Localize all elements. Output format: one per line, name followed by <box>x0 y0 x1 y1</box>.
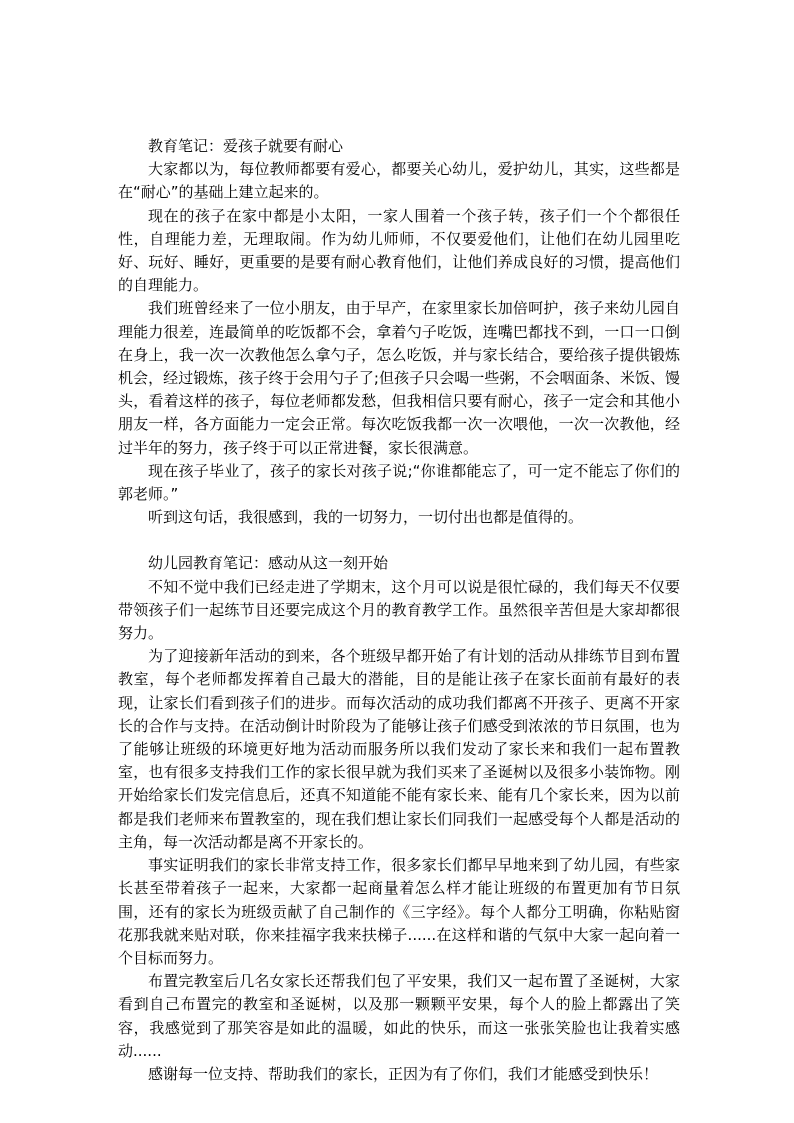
section-1-paragraph-5: 听到这句话，我很感到，我的一切努力，一切付出也都是值得的。 <box>148 508 584 527</box>
section-2-paragraph-3: 事实证明我们的家长非常支持工作，很多家长们都早早地来到了幼儿园，有些家长甚至带着孩子一起来，大家都一起商量着怎么样才能让班级的布置更加有节日氛围，还有的家长为班级贡献了自己制作的《三字经》。每个人都分工明确，你粘贴窗花那我就来贴对联，你来挂福字我来扶梯子......在这样和谐的气氛中大家一起向着一个目标而努力。 <box>118 856 680 967</box>
section-1-paragraph-1: 大家都以为，每位教师都要有爱心，都要关心幼儿，爱护幼儿，其实，这些都是在“耐心”的基础上建立起来的。 <box>118 160 680 202</box>
section-1-paragraph-3: 我们班曾经来了一位小朋友，由于早产，在家里家长加倍呵护，孩子来幼儿园自理能力很差，连最简单的吃饭都不会，拿着勺子吃饭，连嘴巴都找不到，一口一口倒在身上，我一次一次教他怎么拿勺子，怎么吃饭，并与家长结合，要给孩子提供锻炼机会，经过锻炼，孩子终于会用勺子了;但孩子只会喝一些粥，不会咽面条、米饭、馒头，看着这样的孩子，每位老师都发愁，但我相信只要有耐心，孩子一定会和其他小朋友一样，各方面能力一定会正常。每次吃饭我都一次一次喂他，一次一次教他，经过半年的努力，孩子终于可以正常进餐，家长很满意。 <box>118 299 680 457</box>
section-1-title: 教育笔记：爱孩子就要有耐心 <box>148 137 344 155</box>
section-2-paragraph-1: 不知不觉中我们已经走进了学期末，这个月可以说是很忙碌的，我们每天不仅要带领孩子们一起练节目还要完成这个月的教育教学工作。虽然很辛苦但是大家却都很努力。 <box>118 577 680 643</box>
section-2-paragraph-4: 布置完教室后几名女家长还帮我们包了平安果，我们又一起布置了圣诞树，大家看到自己布置完的教室和圣诞树，以及那一颗颗平安果，每个人的脸上都露出了笑容，我感觉到了那笑容是如此的温暖，如此的快乐，而这一张张笑脸也让我着实感动...... <box>118 972 680 1060</box>
section-2-paragraph-5: 感谢每一位支持、帮助我们的家长，正因为有了你们，我们才能感受到快乐！ <box>148 1064 659 1083</box>
section-spacer <box>118 529 680 552</box>
section-1-paragraph-4: 现在孩子毕业了，孩子的家长对孩子说;“你谁都能忘了，可一定不能忘了你们的郭老师。” <box>118 461 680 504</box>
document-page <box>118 135 680 1086</box>
section-1-paragraph-2: 现在的孩子在家中都是小太阳，一家人围着一个孩子转，孩子们一个个都很任性，自理能力差，无理取闹。作为幼儿师师，不仅要爱他们，让他们在幼儿园里吃好、玩好、睡好，更重要的是要有耐心教育他们，让他们养成良好的习惯，提高他们的自理能力。 <box>118 206 680 295</box>
section-2-title: 幼儿园教育笔记：感动从这一刻开始 <box>148 554 389 573</box>
section-2-paragraph-2: 为了迎接新年活动的到来，各个班级早都开始了有计划的活动从排练节目到布置教室，每个老师都发挥着自己最大的潜能，目的是能让孩子在家长面前有最好的表现，让家长们看到孩子们的进步。而每次活动的成功我们都离不开孩子、更离不开家长的合作与支持。在活动倒计时阶段为了能够让孩子们感受到浓浓的节日氛围，也为了能够让班级的环境更好地为活动而服务所以我们发动了家长来和我们一起布置教室，也有很多支持我们工作的家长很早就为我们买来了圣诞树以及很多小装饰物。刚开始给家长们发完信息后，还真不知道能不能有家长来、能有几个家长来，因为以前都是我们老师来布置教室的，现在我们想让家长们同我们一起感受每个人都是活动的主角，每一次活动都是离不开家长的。 <box>118 647 680 851</box>
